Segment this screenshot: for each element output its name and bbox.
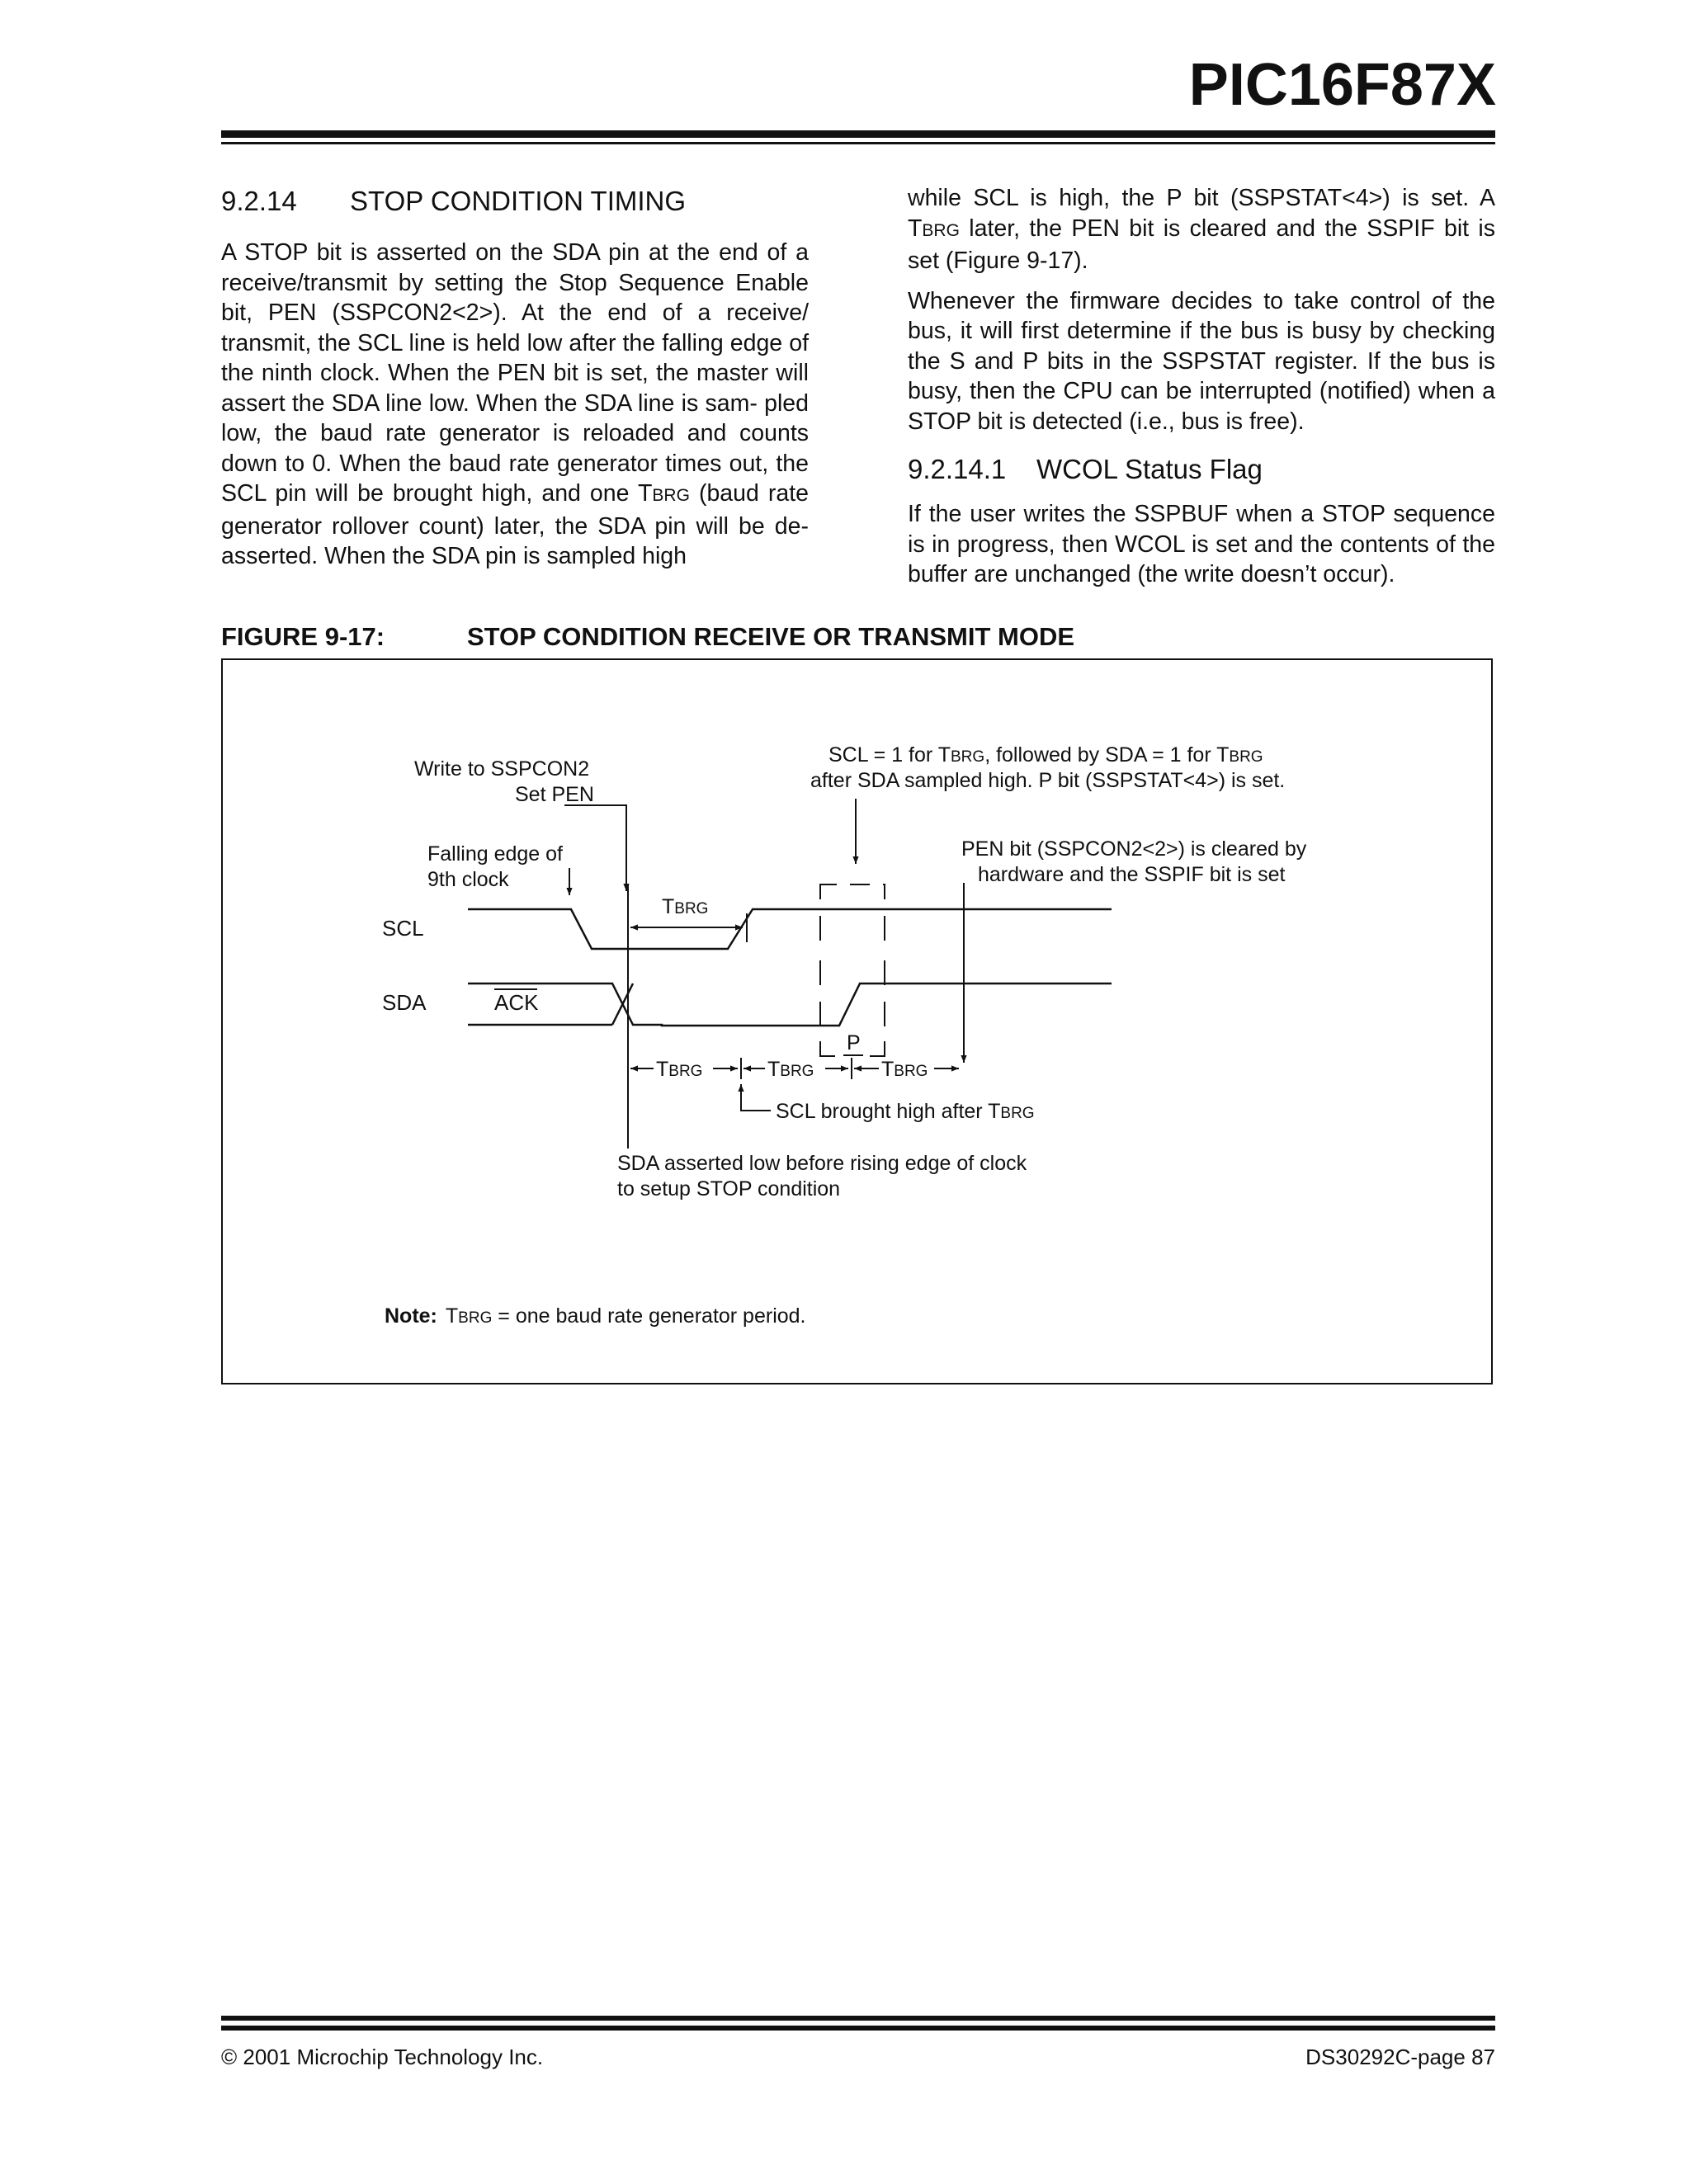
figure-note: Note: TBRG = one baud rate generator period. xyxy=(385,1304,806,1328)
sda-waveform xyxy=(468,984,1112,1026)
falling-edge-label: Falling edge of xyxy=(427,842,564,866)
left-column xyxy=(221,183,809,582)
stop-condition-timing-diagram xyxy=(223,660,1494,1386)
figure-caption xyxy=(221,622,1074,652)
copyright-text: © 2001 Microchip Technology Inc. xyxy=(221,2045,544,2069)
ninth-clock-label: 9th clock xyxy=(427,868,509,891)
pen-cleared-line1: PEN bit (SSPCON2<2>) is cleared by xyxy=(961,837,1307,861)
section-heading xyxy=(221,183,809,219)
wcol-paragraph: If the user writes the SSPBUF when a STOP sequence is in progress, then WCOL is set and the contents of the buffer are unchanged (the write doesn’t occur). xyxy=(908,501,1495,587)
scl-waveform xyxy=(468,909,1112,949)
sda-asserted-line2: to setup STOP condition xyxy=(617,1177,841,1200)
subsection-heading xyxy=(908,451,1495,488)
footer-rule xyxy=(221,2016,1495,2021)
firmware-paragraph: Whenever the firmware decides to take control of the bus, it will first determine if the bus is busy by checking the S and P bits in the SSPSTAT register. If the bus is busy, then the CPU can be interrupted (notified) when a STOP bit is detected (i.e., bus is free). xyxy=(908,287,1495,435)
tbrg-lower-1-label: TBRG xyxy=(656,1058,703,1081)
page-number: DS30292C-page 87 xyxy=(1305,2045,1495,2069)
pen-cleared-line2: hardware and the SSPIF bit is set xyxy=(978,863,1286,886)
header-rule xyxy=(221,130,1495,138)
figure-title: STOP CONDITION RECEIVE OR TRANSMIT MODE xyxy=(467,622,1075,651)
sda-signal-label: SDA xyxy=(382,990,427,1015)
right-column xyxy=(908,183,1495,600)
set-pen-arrow xyxy=(564,805,626,891)
write-sspcon2-label: Write to SSPCON2 xyxy=(414,757,590,781)
tbrg-lower-2-label: TBRG xyxy=(767,1058,814,1081)
continued-paragraph: while SCL is high, the P bit (SSPSTAT<4>) is set. A TBRG later, the PEN bit is cleared and the SSPIF bit is set (Figure 9-17). xyxy=(908,185,1495,274)
p-box-top xyxy=(820,884,885,899)
scl-signal-label: SCL xyxy=(382,916,424,941)
scl-tbrg-note-line1: SCL = 1 for TBRG, followed by SDA = 1 for TBRG xyxy=(828,743,1263,767)
p-bit-label: P xyxy=(847,1031,861,1054)
header-rule-thin xyxy=(221,142,1495,144)
page-header-title: PIC16F87X xyxy=(1188,52,1496,118)
scl-brought-high-arrow xyxy=(741,1084,771,1111)
footer-rule-second xyxy=(221,2026,1495,2031)
ack-label: ACK xyxy=(494,990,539,1015)
subsection-number: 9.2.14.1 xyxy=(908,454,1007,484)
section-number: 9.2.14 xyxy=(221,186,297,216)
tbrg-lower-3-label: TBRG xyxy=(881,1058,928,1081)
figure-number: FIGURE 9-17: xyxy=(221,622,385,651)
figure-box xyxy=(221,658,1493,1384)
tbrg-upper-label: TBRG xyxy=(662,895,709,918)
subsection-title: WCOL Status Flag xyxy=(1036,454,1263,484)
section-title: STOP CONDITION TIMING xyxy=(350,186,687,216)
stop-condition-paragraph: A STOP bit is asserted on the SDA pin at the end of a receive/transmit by setting the Stop Sequence Enable bit, PEN (SSPCON2<2>). At the end of a receive/ transmit, the SCL line is held low after the falling edge of the ninth clock. When the PEN bit is set, the master will assert the SDA line low. When the SDA line is sam- pled low, the baud rate generator is reloaded and counts down to 0. When the baud rate generator times out, the SCL pin will be brought high, and one TBRG (baud rate generator rollover count) later, the SDA pin will be de-asserted. When the SDA pin is sampled high xyxy=(221,239,810,569)
sda-asserted-line1: SDA asserted low before rising edge of clock xyxy=(617,1152,1027,1175)
set-pen-label: Set PEN xyxy=(515,783,594,806)
scl-tbrg-note-line2: after SDA sampled high. P bit (SSPSTAT<4>) is set. xyxy=(810,769,1286,792)
scl-brought-high-label: SCL brought high after TBRG xyxy=(776,1100,1035,1123)
